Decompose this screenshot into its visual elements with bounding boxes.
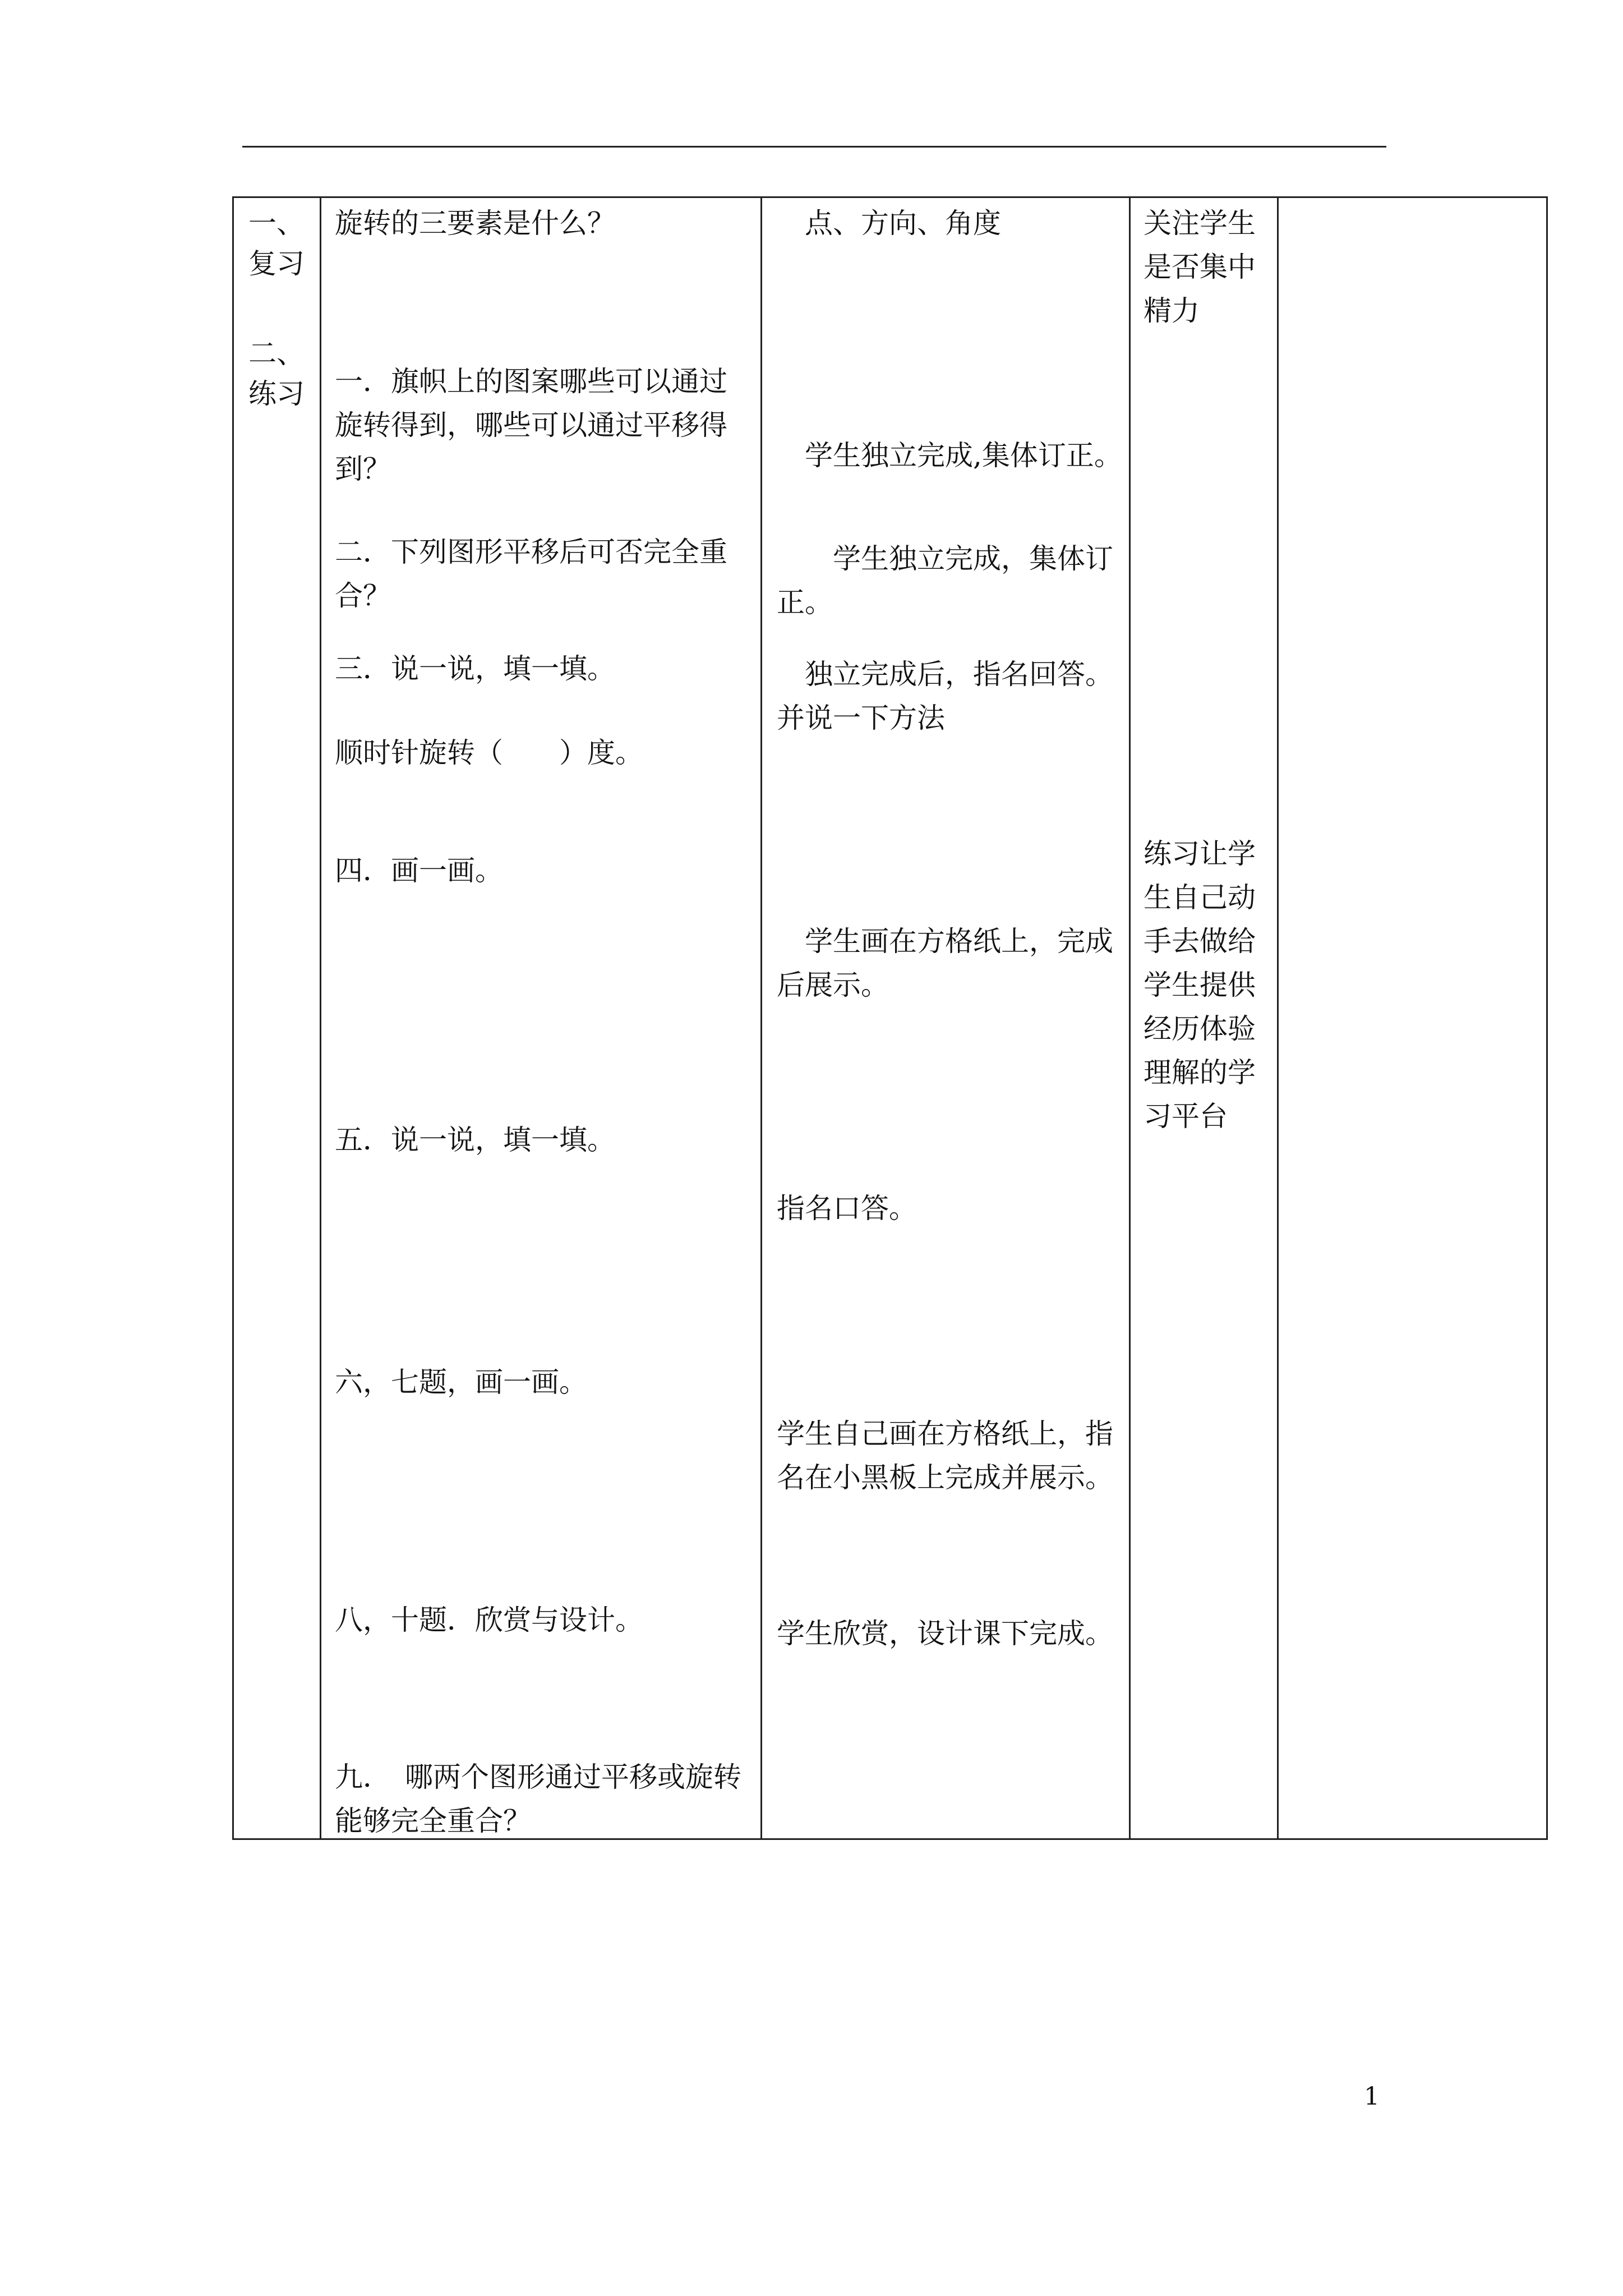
page-number: 1: [1364, 2082, 1380, 2111]
column-divider-4: [1277, 198, 1279, 1838]
header-rule: [242, 146, 1386, 148]
column-divider-2: [760, 198, 762, 1838]
activity-review-answer: 点、方向、角度: [805, 207, 1001, 240]
activity-answer-1: 学生独立完成,集体订正。: [805, 439, 1122, 472]
lesson-table: [232, 196, 1548, 1840]
content-question-1: 一．旗帜上的图案哪些可以通过旋转得到，哪些可以通过平移得到？: [335, 365, 727, 485]
content-question-7: 八，十题．欣赏与设计。: [335, 1604, 643, 1636]
content-question-4: 四．画一画。: [335, 854, 503, 887]
content-question-8: 九． 哪两个图形通过平移或旋转能够完全重合？: [335, 1761, 741, 1837]
content-question-2: 二．下列图形平移后可否完全重合？: [335, 536, 727, 612]
activity-answer-3: 独立完成后，指名回答。并说一下方法: [777, 658, 1113, 734]
activity-answer-7: 学生欣赏，设计课下完成。: [777, 1617, 1113, 1650]
activity-answer-2: 学生独立完成，集体订正。: [777, 542, 1113, 619]
stage-practice-label: 练习: [248, 378, 305, 410]
activity-answer-5: 指名口答。: [777, 1192, 917, 1225]
activity-answer-4: 学生画在方格纸上，完成后展示。: [777, 925, 1113, 1001]
content-question-3: 三．说一说，填一填。: [335, 652, 615, 685]
stage-practice-number: 二、: [248, 337, 305, 370]
intent-note-1: 关注学生是否集中精力: [1144, 207, 1256, 327]
stage-review-number: 一、: [248, 207, 305, 240]
column-divider-3: [1129, 198, 1131, 1838]
content-question-6: 六，七题，画一画。: [335, 1366, 587, 1398]
stage-review-label: 复习: [248, 247, 305, 280]
content-review-question: 旋转的三要素是什么？: [335, 207, 615, 240]
intent-note-2: 练习让学生自己动手去做给学生提供经历体验理解的学习平台: [1144, 838, 1256, 1133]
content-question-5: 五．说一说，填一填。: [335, 1124, 615, 1156]
content-question-3-fill: 顺时针旋转（ ）度。: [335, 737, 643, 769]
column-divider-1: [320, 198, 321, 1838]
activity-answer-6: 学生自己画在方格纸上，指名在小黑板上完成并展示。: [777, 1418, 1113, 1494]
